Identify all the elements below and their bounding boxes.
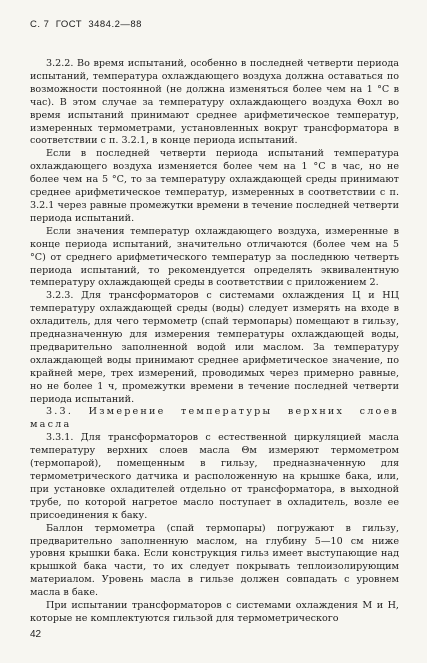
paragraph-3-2-2: 3.2.2. Во время испытаний, особенно в последней четверти периода испытаний, температура охлаждающего воздуха должна оставаться по возможности постоянной (не должна изменяться более чем на 1 °С в час). В этом случае за температуру охлаждающего воздуха Θохл во время испытаний принимают среднее арифметическое температур, измеренных термометрами, установленных вокруг трансформатора в соответствии с п. 3.2.1, в конце периода испытаний. bbox=[30, 58, 399, 147]
paragraph-3-2-3: 3.2.3. Для трансформаторов с системами охлаждения Ц и НЦ температуру охлаждающей среды (воды) следует измерять на входе в охладитель, для чего термометр (спай термопары) помещают в гильзу, предназначенную для измерения температуры охлаждающей воды, предварительно заполненной водой или маслом. За температуру охлаждающей воды принимают среднее арифметическое значение, по крайней мере, трех измерений, проводимых через примерно равные, но не более 1 ч, промежутки времени в течение последней четверти периода испытаний. bbox=[30, 290, 399, 405]
running-head: С. 7 ГОСТ 3484.2—88 bbox=[30, 19, 142, 30]
section-heading-3-3: 3.3. Измерение температуры верхних слоев масла bbox=[30, 406, 399, 431]
body-text bbox=[30, 58, 399, 626]
paragraph-3-3-1: 3.3.1. Для трансформаторов с естественной циркуляцией масла температуру верхних слоев масла Θм измеряют термометром (термопарой), помещенным в гильзу, предназначенную для термометрического датчика и расположенную на крышке бака, или, при установке охладителей отдельно от трансформатора, в выходной трубе, по которой нагретое масло поступает в охладитель, возле ее присоединения к баку. bbox=[30, 432, 399, 521]
paragraph-cooling-systems: При испытании трансформаторов с системами охлаждения М и Н, которые не комплектуются гильзой для термометрического bbox=[30, 600, 399, 624]
page-number: 42 bbox=[30, 629, 42, 640]
paragraph-temp-change: Если в последней четверти периода испытаний температура охлаждающего воздуха изменяется более чем на 1 °С в час, но не более чем на 5 °С, то за температуру охлаждающей среды принимают среднее арифметическое температур, измеренных в соответствии с п. 3.2.1 через равные промежутки времени в течение последней четверти периода испытаний. bbox=[30, 148, 399, 224]
paragraph-thermometer-bulb: Баллон термометра (спай термопары) погружают в гильзу, предварительно заполненную маслом, на глубину 5—10 см ниже уровня крышки бака. Если конструкция гильз имеет выступающие над крышкой бака части, то их следует покрывать теплоизолирующим материалом. Уровень масла в гильзе должен совпадать с уровнем масла в баке. bbox=[30, 522, 399, 599]
paragraph-equivalent-temp: Если значения температур охлаждающего воздуха, измеренные в конце периода испытаний, значительно отличаются (более чем на 5 °С) от среднего арифметического температур за последнюю четверть периода испытаний, то рекомендуется определять эквивалентную температуру охлаждающей среды в соответствии с приложением 2. bbox=[30, 225, 399, 289]
